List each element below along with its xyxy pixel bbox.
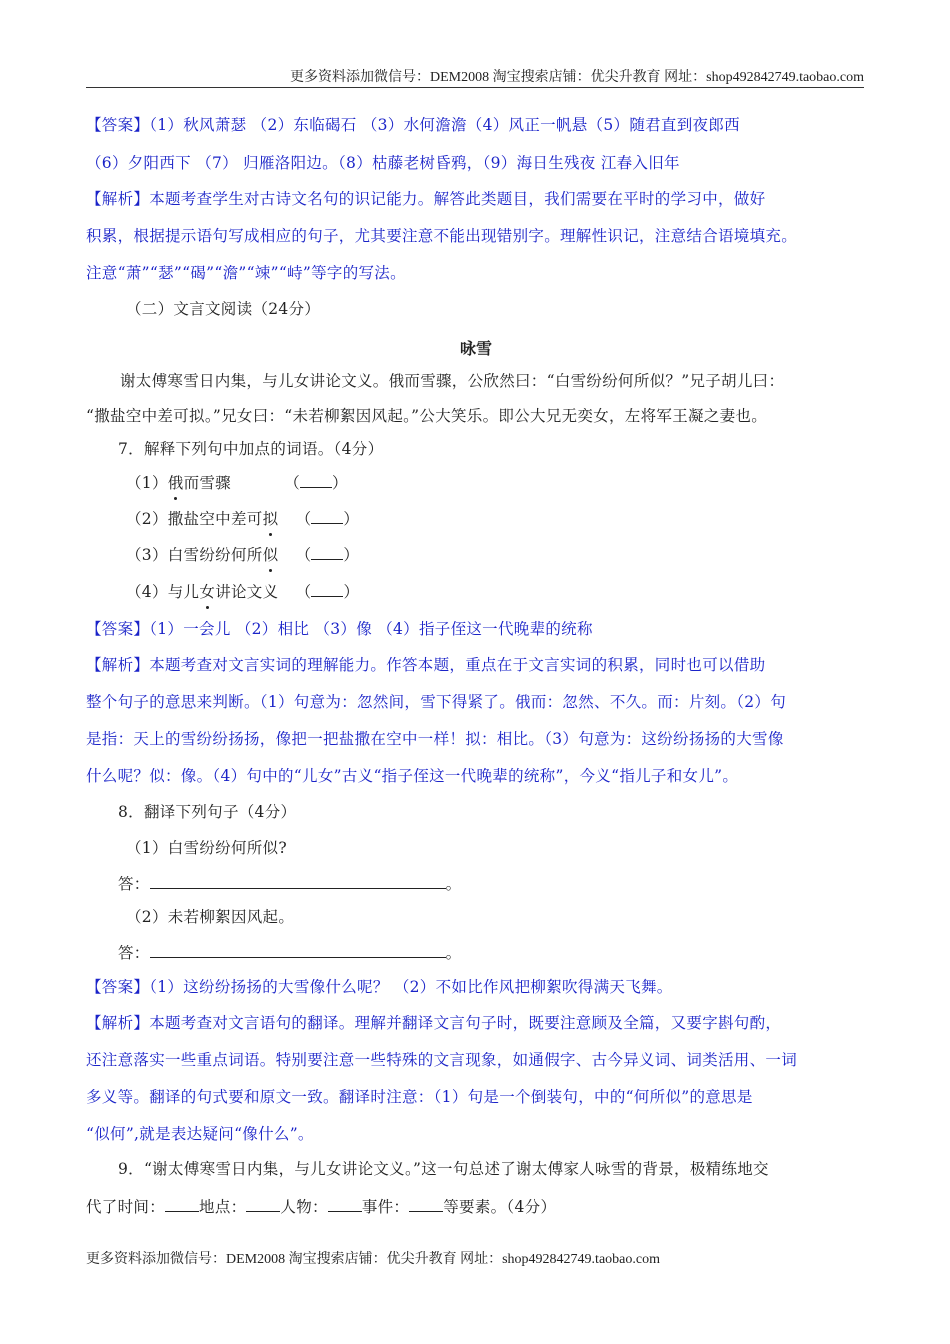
s1-analysis-line1: 【解析】本题考查学生对古诗文名句的识记能力。解答此类题目，我们需要在平时的学习中，做好 (86, 190, 766, 208)
page-footer: 更多资料添加微信号：DEM2008 淘宝搜索店铺：优尖升教育 网址：shop492842749.taobao.com (86, 1252, 660, 1267)
q7-analysis-line4: 什么呢？似：像。（4）句中的“儿女”古义“指子侄这一代晚辈的统称”，今义“指儿子和女儿”。 (86, 767, 739, 785)
answer-blank[interactable] (311, 582, 343, 597)
analysis-tag: 【解析】 (86, 190, 150, 208)
passage-line2: “撒盐空中差可拟。”兄女曰：“未若柳絮因风起。”公大笑乐。即公大兄无奕女，左将军王凝之妻也。 (86, 407, 767, 425)
q8-item-2: （2）未若柳絮因风起。 (126, 908, 295, 926)
q9-line1: 9．“谢太傅寒雪日内集，与儿女讲论文义。”这一句总述了谢太傅家人咏雪的背景，极精练地交 (118, 1160, 769, 1178)
page-header: 更多资料添加微信号：DEM2008 淘宝搜索店铺：优尖升教育 网址：shop492842749.taobao.com (290, 70, 864, 85)
q7-stem: 7．解释下列句中加点的词语。（4分） (118, 440, 384, 458)
answer-tag: 【答案】 (86, 116, 150, 134)
q7-item-4: （4）与儿女讲论文义 （ ） (126, 583, 360, 601)
q8-answer-line-1: 答： 。 (118, 875, 462, 893)
header-rule (86, 87, 864, 88)
answer-blank[interactable] (311, 545, 343, 560)
answer-input-line[interactable] (150, 874, 446, 889)
s1-answer-line1: 【答案】（1）秋风萧瑟 （2）东临碣石 （3）水何澹澹（4）风正一帆悬（5）随君直到夜郎西 (86, 116, 740, 134)
emphasis-dot-char: 似 (262, 546, 279, 564)
answer-input-line[interactable] (150, 943, 446, 958)
q8-answer: 【答案】（1）这纷纷扬扬的大雪像什么呢？ （2）不如比作风把柳絮吹得满天飞舞。 (86, 978, 673, 996)
q7-item-1: （1）俄而雪骤 （ ） (126, 474, 348, 492)
q8-answer-line-2: 答： 。 (118, 944, 462, 962)
answer-tag: 【答案】 (86, 978, 150, 996)
passage-line1: 谢太傅寒雪日内集，与儿女讲论文义。俄而雪骤，公欣然曰：“白雪纷纷何所似？”兄子胡儿曰： (120, 372, 785, 390)
s1-answer-line2: （6）夕阳西下 （7） 归雁洛阳边。（8）枯藤老树昏鸦，（9）海日生残夜 江春入旧年 (86, 154, 680, 172)
q7-analysis-line2: 整个句子的意思来判断。（1）句意为：忽然间，雪下得紧了。俄而：忽然、不久。而：片刻。（2）句 (86, 693, 787, 711)
q8-stem: 8．翻译下列句子（4分） (118, 803, 297, 821)
analysis-tag: 【解析】 (86, 656, 150, 674)
answer-blank[interactable] (300, 473, 332, 488)
q8-analysis-line4: “似何”,就是表达疑问“像什么”。 (86, 1125, 314, 1143)
answer-blank[interactable] (328, 1197, 362, 1212)
q7-analysis-line1: 【解析】本题考查对文言实词的理解能力。作答本题，重点在于文言实词的积累，同时也可以借助 (86, 656, 766, 674)
q7-item-3: （3）白雪纷纷何所似 （ ） (126, 546, 360, 564)
answer-blank[interactable] (165, 1197, 199, 1212)
q7-answer: 【答案】（1）一会儿 （2）相比 （3）像 （4）指子侄这一代晚辈的统称 (86, 620, 593, 638)
poem-title: 咏雪 (459, 339, 492, 358)
answer-blank[interactable] (311, 509, 343, 524)
q7-analysis-line3: 是指：天上的雪纷纷扬扬，像把一把盐撒在空中一样！拟：相比。（3）句意为：这纷纷扬扬的大雪像 (86, 730, 784, 748)
q9-line2: 代了时间： 地点： 人物： 事件： 等要素。（4分） (86, 1198, 557, 1216)
emphasis-dot-char: 俄 (167, 474, 184, 492)
q7-item-2: （2）撒盐空中差可拟 （ ） (126, 510, 360, 528)
section-heading: （二）文言文阅读（24分） (126, 300, 321, 318)
q8-analysis-line2: 还注意落实一些重点词语。特别要注意一些特殊的文言现象，如通假字、古今异义词、词类活用、一词 (86, 1051, 798, 1069)
emphasis-dot-char: 拟 (262, 510, 279, 528)
s1-analysis-line2: 积累，根据提示语句写成相应的句子，尤其要注意不能出现错别字。理解性识记，注意结合语境填充。 (86, 227, 798, 245)
emphasis-dot-char: 女 (199, 583, 216, 601)
analysis-tag: 【解析】 (86, 1014, 150, 1032)
s1-analysis-line3: 注意“萧”“瑟”“碣”“澹”“竦”“峙”等字的写法。 (86, 264, 406, 282)
q8-item-1: （1）白雪纷纷何所似? (126, 839, 287, 857)
answer-blank[interactable] (246, 1197, 280, 1212)
q8-analysis-line1: 【解析】本题考查对文言语句的翻译。理解并翻译文言句子时，既要注意顾及全篇，又要字斟句酌， (86, 1014, 782, 1032)
answer-tag: 【答案】 (86, 620, 150, 638)
q8-analysis-line3: 多义等。翻译的句式要和原文一致。翻译时注意：（1）句是一个倒装句，中的“何所似”的意思是 (86, 1088, 753, 1106)
answer-blank[interactable] (409, 1197, 443, 1212)
